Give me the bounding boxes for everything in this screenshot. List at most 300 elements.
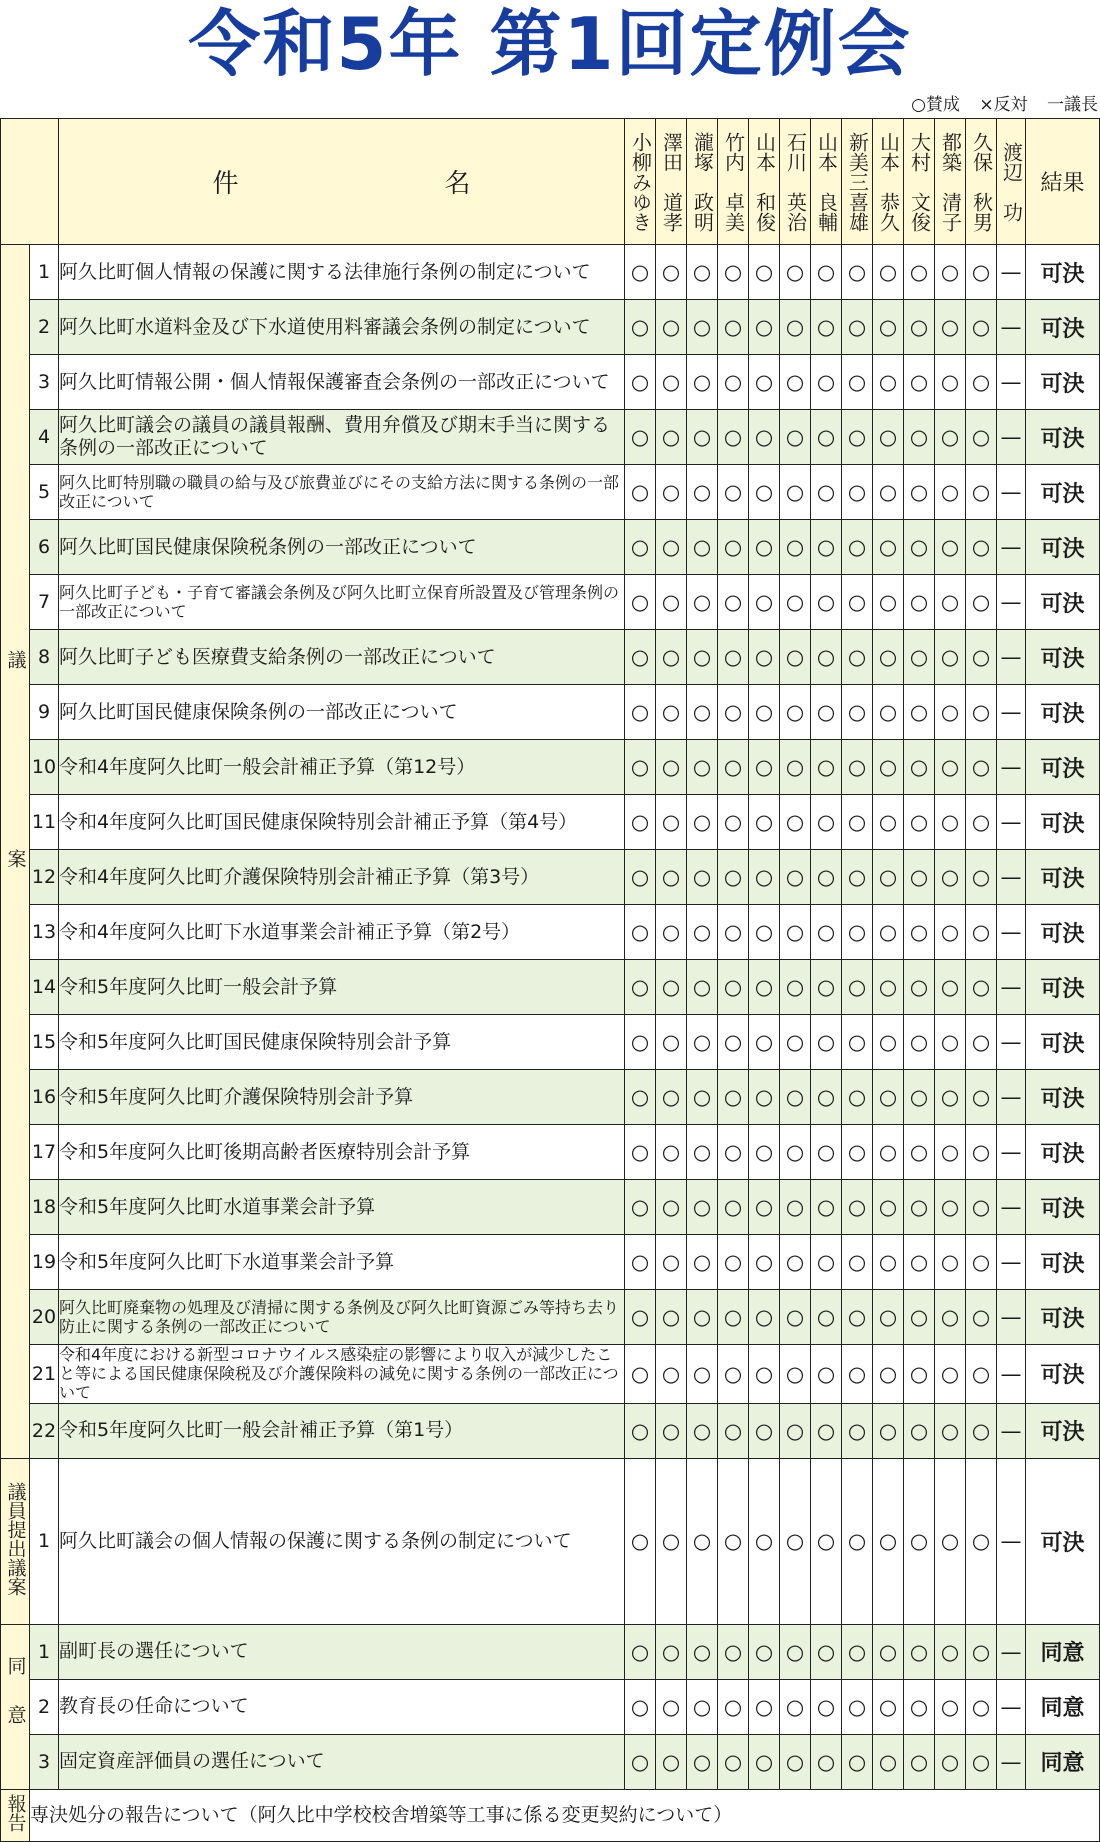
item-number: 3 <box>30 1734 59 1789</box>
vote-mark: ○ <box>811 1345 842 1404</box>
vote-mark: ○ <box>811 795 842 850</box>
vote-mark: ○ <box>749 1180 780 1235</box>
vote-mark: ○ <box>718 355 749 410</box>
vote-mark: ○ <box>780 905 811 960</box>
vote-mark: ○ <box>656 1290 687 1345</box>
member-header <box>997 119 1026 245</box>
vote-mark: ○ <box>904 1679 935 1734</box>
member-name: 澤田 道孝 <box>659 132 684 232</box>
result-value: 可決 <box>1026 685 1100 740</box>
vote-mark: — <box>997 1180 1026 1235</box>
vote-mark: ○ <box>625 1235 656 1290</box>
item-title: 阿久比町国民健康保険条例の一部改正について <box>59 685 625 740</box>
vote-mark: ○ <box>625 685 656 740</box>
vote-mark: ○ <box>873 465 904 520</box>
vote-mark: ○ <box>718 905 749 960</box>
vote-mark: ○ <box>935 1180 966 1235</box>
vote-mark: — <box>997 905 1026 960</box>
item-title: 令和5年度阿久比町国民健康保険特別会計予算 <box>59 1015 625 1070</box>
vote-mark: — <box>997 1734 1026 1789</box>
vote-mark: ○ <box>749 1345 780 1404</box>
vote-mark: ○ <box>873 245 904 300</box>
vote-mark: ○ <box>749 960 780 1015</box>
item-title: 阿久比町水道料金及び下水道使用料審議会条例の制定について <box>59 300 625 355</box>
vote-mark: ○ <box>811 575 842 630</box>
vote-mark: ○ <box>625 355 656 410</box>
category-label-cell <box>1 1789 30 1841</box>
vote-mark: ○ <box>749 1015 780 1070</box>
vote-mark: — <box>997 630 1026 685</box>
vote-mark: ○ <box>966 1070 997 1125</box>
table-row <box>1 410 1100 465</box>
item-title: 令和5年度阿久比町一般会計予算 <box>59 960 625 1015</box>
vote-mark: — <box>997 1345 1026 1404</box>
vote-mark: — <box>997 1235 1026 1290</box>
item-number: 13 <box>30 905 59 960</box>
result-value: 可決 <box>1026 630 1100 685</box>
vote-mark: ○ <box>935 575 966 630</box>
vote-mark: ○ <box>780 520 811 575</box>
header-row <box>1 119 1100 245</box>
vote-mark: ○ <box>780 1679 811 1734</box>
vote-mark: ○ <box>749 685 780 740</box>
vote-mark: ○ <box>935 355 966 410</box>
vote-mark: ○ <box>966 355 997 410</box>
item-number: 9 <box>30 685 59 740</box>
vote-mark: — <box>997 685 1026 740</box>
vote-mark: — <box>997 1624 1026 1679</box>
item-number: 1 <box>30 1458 59 1624</box>
vote-mark: ○ <box>718 740 749 795</box>
item-number: 5 <box>30 465 59 520</box>
vote-mark: ○ <box>811 960 842 1015</box>
table-row <box>1 1180 1100 1235</box>
result-value: 可決 <box>1026 465 1100 520</box>
vote-mark: ○ <box>811 465 842 520</box>
legend-chair: 一議長 <box>1047 95 1098 115</box>
vote-mark: ○ <box>935 1235 966 1290</box>
vote-mark: ○ <box>780 1070 811 1125</box>
vote-mark: ○ <box>811 520 842 575</box>
vote-mark: ○ <box>935 685 966 740</box>
item-number: 2 <box>30 1679 59 1734</box>
vote-mark: ○ <box>842 1015 873 1070</box>
item-number: 10 <box>30 740 59 795</box>
vote-mark: ○ <box>842 520 873 575</box>
result-value: 可決 <box>1026 1180 1100 1235</box>
vote-mark: ○ <box>811 905 842 960</box>
category-label-cell <box>1 245 30 1459</box>
vote-mark: ○ <box>625 1070 656 1125</box>
vote-mark: ○ <box>966 630 997 685</box>
vote-mark: ○ <box>842 850 873 905</box>
member-header <box>780 119 811 245</box>
vote-mark: ○ <box>904 1734 935 1789</box>
item-title: 令和4年度阿久比町下水道事業会計補正予算（第2号） <box>59 905 625 960</box>
vote-mark: ○ <box>625 1345 656 1404</box>
vote-mark: ○ <box>718 1458 749 1624</box>
vote-mark: — <box>997 300 1026 355</box>
vote-mark: ○ <box>873 905 904 960</box>
vote-mark: ○ <box>811 410 842 465</box>
vote-mark: ○ <box>842 575 873 630</box>
vote-mark: ○ <box>656 740 687 795</box>
vote-mark: ○ <box>935 905 966 960</box>
vote-mark: ○ <box>811 740 842 795</box>
vote-mark: ○ <box>749 465 780 520</box>
vote-mark: ○ <box>966 1180 997 1235</box>
item-number: 16 <box>30 1070 59 1125</box>
vote-mark: ○ <box>966 1624 997 1679</box>
member-header <box>935 119 966 245</box>
vote-mark: ○ <box>842 960 873 1015</box>
vote-mark: ○ <box>780 410 811 465</box>
vote-mark: ○ <box>625 245 656 300</box>
vote-mark: ○ <box>780 685 811 740</box>
vote-mark: ○ <box>625 1125 656 1180</box>
vote-mark: ○ <box>718 850 749 905</box>
header-result: 結果 <box>1026 119 1100 245</box>
vote-mark: ○ <box>966 905 997 960</box>
table-row <box>1 1403 1100 1458</box>
item-title: 令和5年度阿久比町水道事業会計予算 <box>59 1180 625 1235</box>
vote-mark: ○ <box>873 1734 904 1789</box>
result-value: 可決 <box>1026 1235 1100 1290</box>
vote-mark: ○ <box>935 1403 966 1458</box>
item-number: 1 <box>30 245 59 300</box>
vote-mark: ○ <box>687 1180 718 1235</box>
vote-mark: ○ <box>935 300 966 355</box>
vote-mark: ○ <box>842 245 873 300</box>
vote-mark: ○ <box>687 740 718 795</box>
vote-mark: ○ <box>656 245 687 300</box>
vote-mark: ○ <box>749 1403 780 1458</box>
item-title: 教育長の任命について <box>59 1679 625 1734</box>
item-title: 阿久比町情報公開・個人情報保護審査会条例の一部改正について <box>59 355 625 410</box>
table-row <box>1 1015 1100 1070</box>
item-number: 7 <box>30 575 59 630</box>
item-title: 阿久比町子ども医療費支給条例の一部改正について <box>59 630 625 685</box>
vote-mark: ○ <box>842 1070 873 1125</box>
vote-mark: — <box>997 1290 1026 1345</box>
vote-mark: ○ <box>687 1070 718 1125</box>
table-row <box>1 685 1100 740</box>
vote-mark: ○ <box>656 1403 687 1458</box>
vote-mark: ○ <box>780 1235 811 1290</box>
vote-mark: ○ <box>935 960 966 1015</box>
vote-mark: ○ <box>935 1345 966 1404</box>
item-title: 阿久比町特別職の職員の給与及び旅費並びにその支給方法に関する条例の一部改正について <box>59 465 625 520</box>
vote-mark: ○ <box>842 1624 873 1679</box>
vote-mark: ○ <box>904 1180 935 1235</box>
vote-mark: ○ <box>842 300 873 355</box>
vote-mark: ○ <box>718 300 749 355</box>
member-header <box>904 119 935 245</box>
vote-mark: ○ <box>966 245 997 300</box>
table-row <box>1 465 1100 520</box>
result-value: 可決 <box>1026 1345 1100 1404</box>
vote-mark: ○ <box>811 1290 842 1345</box>
vote-mark: — <box>997 1458 1026 1624</box>
vote-mark: ○ <box>811 355 842 410</box>
vote-mark: ○ <box>780 795 811 850</box>
vote-mark: ○ <box>873 1624 904 1679</box>
vote-mark: ○ <box>873 1070 904 1125</box>
vote-mark: ○ <box>935 1125 966 1180</box>
vote-mark: ○ <box>780 1458 811 1624</box>
vote-mark: ○ <box>625 1015 656 1070</box>
result-value: 可決 <box>1026 905 1100 960</box>
vote-mark: ○ <box>749 630 780 685</box>
vote-mark: ○ <box>904 520 935 575</box>
vote-mark: ○ <box>935 740 966 795</box>
vote-mark: ○ <box>749 575 780 630</box>
vote-mark: ○ <box>935 1624 966 1679</box>
vote-mark: ○ <box>842 795 873 850</box>
table-row <box>1 520 1100 575</box>
vote-mark: — <box>997 960 1026 1015</box>
table-row <box>1 1290 1100 1345</box>
vote-mark: — <box>997 410 1026 465</box>
vote-mark: ○ <box>780 300 811 355</box>
vote-mark: ○ <box>966 1235 997 1290</box>
result-value: 可決 <box>1026 850 1100 905</box>
vote-mark: ○ <box>749 410 780 465</box>
item-number: 17 <box>30 1125 59 1180</box>
vote-mark: ○ <box>873 685 904 740</box>
vote-mark: ○ <box>811 1458 842 1624</box>
vote-mark: ○ <box>904 1458 935 1624</box>
vote-mark: ○ <box>687 1624 718 1679</box>
vote-mark: ○ <box>656 795 687 850</box>
vote-legend <box>897 90 1098 115</box>
table-row <box>1 1624 1100 1679</box>
item-number: 14 <box>30 960 59 1015</box>
category-label-cell <box>1 1458 30 1624</box>
vote-mark: ○ <box>687 1679 718 1734</box>
vote-mark: ○ <box>811 245 842 300</box>
vote-mark: ○ <box>873 850 904 905</box>
vote-mark: ○ <box>811 1015 842 1070</box>
vote-mark: ○ <box>873 1458 904 1624</box>
item-title: 阿久比町廃棄物の処理及び清掃に関する条例及び阿久比町資源ごみ等持ち去り防止に関する条例の一部改正について <box>59 1290 625 1345</box>
vote-mark: ○ <box>780 1180 811 1235</box>
vote-mark: ○ <box>811 1624 842 1679</box>
vote-mark: ○ <box>780 960 811 1015</box>
member-header <box>966 119 997 245</box>
vote-mark: ○ <box>780 1734 811 1789</box>
vote-mark: ○ <box>656 1070 687 1125</box>
vote-mark: ○ <box>656 575 687 630</box>
vote-mark: ○ <box>966 1458 997 1624</box>
vote-mark: ○ <box>718 1180 749 1235</box>
vote-mark: ○ <box>842 1734 873 1789</box>
vote-mark: ○ <box>811 1734 842 1789</box>
vote-mark: ○ <box>656 1458 687 1624</box>
member-name: 山本 恭久 <box>876 132 901 232</box>
vote-mark: ○ <box>966 1290 997 1345</box>
result-value: 可決 <box>1026 795 1100 850</box>
vote-mark: ○ <box>873 300 904 355</box>
vote-mark: ○ <box>749 300 780 355</box>
item-number: 8 <box>30 630 59 685</box>
item-title: 令和5年度阿久比町下水道事業会計予算 <box>59 1235 625 1290</box>
table-row <box>1 245 1100 300</box>
result-value: 可決 <box>1026 740 1100 795</box>
vote-mark: ○ <box>780 245 811 300</box>
vote-mark: ○ <box>718 520 749 575</box>
vote-mark: ○ <box>780 355 811 410</box>
vote-mark: ○ <box>873 740 904 795</box>
vote-mark: ○ <box>873 410 904 465</box>
item-number: 4 <box>30 410 59 465</box>
vote-mark: ○ <box>625 905 656 960</box>
member-name: 大村 文俊 <box>907 132 932 232</box>
vote-mark: ○ <box>811 630 842 685</box>
vote-mark: ○ <box>687 685 718 740</box>
vote-mark: ○ <box>656 960 687 1015</box>
vote-mark: ○ <box>842 1125 873 1180</box>
vote-mark: ○ <box>873 1015 904 1070</box>
vote-mark: ○ <box>811 685 842 740</box>
vote-mark: ○ <box>935 850 966 905</box>
vote-mark: ○ <box>842 1403 873 1458</box>
vote-mark: ○ <box>935 520 966 575</box>
vote-mark: ○ <box>935 1015 966 1070</box>
vote-mark: — <box>997 1679 1026 1734</box>
vote-mark: ○ <box>842 1345 873 1404</box>
member-header <box>842 119 873 245</box>
vote-mark: ○ <box>625 1734 656 1789</box>
category-label: 議案 <box>4 650 27 1049</box>
vote-mark: ○ <box>811 1180 842 1235</box>
vote-mark: ○ <box>966 575 997 630</box>
category-label: 同意 <box>4 1655 27 1754</box>
vote-mark: ○ <box>749 1734 780 1789</box>
item-title: 阿久比町議会の議員の議員報酬、費用弁償及び期末手当に関する条例の一部改正について <box>59 410 625 465</box>
member-name: 久保 秋男 <box>969 132 994 232</box>
item-number: 1 <box>30 1624 59 1679</box>
result-value: 可決 <box>1026 245 1100 300</box>
vote-mark: ○ <box>811 1070 842 1125</box>
member-name: 小柳みゆき <box>628 132 653 232</box>
vote-mark: ○ <box>904 355 935 410</box>
vote-mark: ○ <box>656 355 687 410</box>
vote-mark: ○ <box>687 1458 718 1624</box>
item-number: 12 <box>30 850 59 905</box>
table-row <box>1 575 1100 630</box>
member-header <box>687 119 718 245</box>
vote-mark: ○ <box>935 1290 966 1345</box>
item-title: 阿久比町国民健康保険税条例の一部改正について <box>59 520 625 575</box>
vote-mark: ○ <box>687 300 718 355</box>
vote-mark: ○ <box>966 410 997 465</box>
vote-mark: ○ <box>625 575 656 630</box>
vote-mark: ○ <box>625 1624 656 1679</box>
member-name: 山本 良輔 <box>814 132 839 232</box>
table-row <box>1 1345 1100 1404</box>
table-row <box>1 850 1100 905</box>
vote-mark: — <box>997 1403 1026 1458</box>
legend-no: ×反対 <box>979 95 1028 115</box>
vote-mark: ○ <box>780 1403 811 1458</box>
result-value: 可決 <box>1026 1070 1100 1125</box>
vote-mark: ○ <box>780 465 811 520</box>
vote-mark: ○ <box>687 245 718 300</box>
vote-mark: ○ <box>904 245 935 300</box>
vote-mark: ○ <box>749 905 780 960</box>
vote-mark: ○ <box>873 1290 904 1345</box>
vote-mark: ○ <box>842 740 873 795</box>
vote-mark: ○ <box>718 685 749 740</box>
vote-mark: ○ <box>904 575 935 630</box>
vote-mark: ○ <box>842 1180 873 1235</box>
vote-mark: ○ <box>780 575 811 630</box>
vote-mark: ○ <box>811 850 842 905</box>
vote-mark: — <box>997 245 1026 300</box>
table-row <box>1 355 1100 410</box>
result-value: 可決 <box>1026 1125 1100 1180</box>
table-row <box>1 740 1100 795</box>
table-row <box>1 960 1100 1015</box>
vote-mark: — <box>997 1125 1026 1180</box>
member-name: 山本 和俊 <box>752 132 777 232</box>
result-value: 可決 <box>1026 300 1100 355</box>
vote-mark: ○ <box>935 1734 966 1789</box>
vote-mark: ○ <box>935 630 966 685</box>
vote-mark: ○ <box>656 520 687 575</box>
table-row <box>1 1789 1100 1841</box>
table-row <box>1 1235 1100 1290</box>
vote-mark: ○ <box>687 850 718 905</box>
vote-mark: ○ <box>625 740 656 795</box>
member-name: 竹内 卓美 <box>721 132 746 232</box>
item-number: 11 <box>30 795 59 850</box>
member-name: 都築 清子 <box>938 132 963 232</box>
vote-mark: ○ <box>749 245 780 300</box>
member-name: 渡辺 功 <box>999 142 1024 222</box>
vote-mark: — <box>997 795 1026 850</box>
vote-mark: ○ <box>904 1345 935 1404</box>
vote-mark: ○ <box>718 795 749 850</box>
item-title: 令和4年度阿久比町介護保険特別会計補正予算（第3号） <box>59 850 625 905</box>
item-title: 阿久比町子ども・子育て審議会条例及び阿久比町立保育所設置及び管理条例の一部改正について <box>59 575 625 630</box>
item-title: 副町長の選任について <box>59 1624 625 1679</box>
vote-mark: ○ <box>625 1403 656 1458</box>
vote-mark: ○ <box>687 1734 718 1789</box>
vote-mark: ○ <box>687 795 718 850</box>
vote-mark: ○ <box>904 1015 935 1070</box>
legend-yes: ○賛成 <box>911 95 960 115</box>
vote-mark: ○ <box>873 355 904 410</box>
category-label: 報告 <box>4 1794 27 1833</box>
item-title: 専決処分の報告について（阿久比中学校校舎増築等工事に係る変更契約について） <box>30 1789 1100 1841</box>
vote-mark: ○ <box>966 850 997 905</box>
vote-mark: ○ <box>749 1125 780 1180</box>
result-value: 同意 <box>1026 1734 1100 1789</box>
vote-mark: ○ <box>904 850 935 905</box>
vote-mark: ○ <box>873 1235 904 1290</box>
vote-mark: ○ <box>718 1290 749 1345</box>
vote-mark: ○ <box>935 795 966 850</box>
vote-mark: ○ <box>842 630 873 685</box>
member-name: 新美三喜雄 <box>845 132 870 232</box>
vote-mark: ○ <box>904 1624 935 1679</box>
vote-mark: ○ <box>935 465 966 520</box>
vote-mark: ○ <box>656 850 687 905</box>
vote-mark: ○ <box>966 1403 997 1458</box>
vote-mark: ○ <box>904 465 935 520</box>
